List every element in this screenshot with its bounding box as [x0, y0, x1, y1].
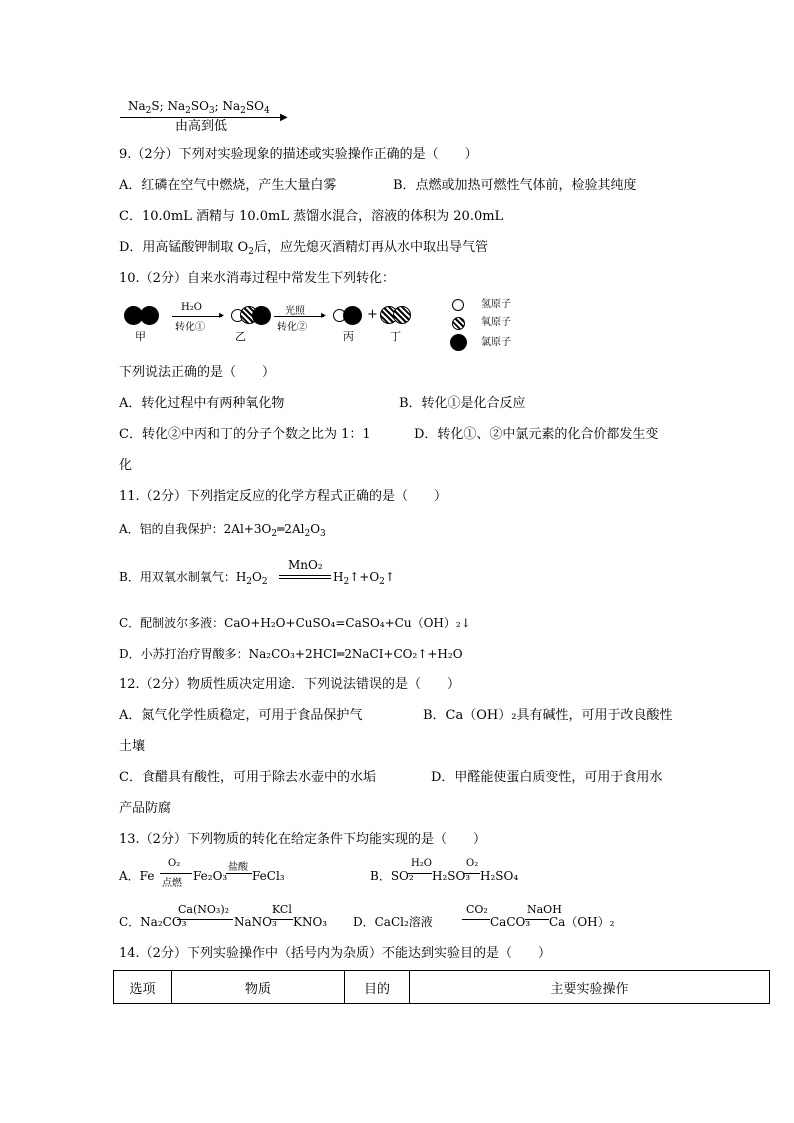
order-caption: 由高到低: [175, 119, 228, 134]
q13-b-p3: H₂SO₄: [480, 869, 519, 883]
q12-option-b: B．Ca（OH）₂具有碱性，可用于改良酸性: [423, 708, 673, 723]
q13-c-arrow2: [271, 919, 293, 920]
arrow2-line: [274, 316, 324, 317]
cl-atom-legend-icon: [450, 334, 467, 351]
header-option: 选项: [114, 971, 172, 1004]
q13-c-t1: Ca(NO₃)₂: [178, 903, 230, 916]
arrow1-line: [172, 316, 222, 317]
o-atom-icon: [393, 306, 411, 324]
q13-a-p2: Fe₂O₃: [193, 869, 228, 883]
header-purpose: 目的: [345, 971, 410, 1004]
q13-b-t2: O₂: [466, 858, 479, 869]
q11-option-a: A．铝的自我保护：$2Al+3O_2═2Al_2O_3$: [119, 522, 326, 539]
q11-option-b-products: $H_2↑+O_2↑$: [333, 570, 395, 587]
q10-option-a: A．转化过程中有两种氧化物: [119, 396, 285, 411]
q12-stem: 12.（2分）物质性质决定用途．下列说法错误的是（ ）: [119, 677, 460, 692]
q9-option-a: A．红磷在空气中燃烧，产生大量白雾: [119, 178, 337, 193]
cl-atom-icon: [343, 306, 362, 325]
q13-b-p1: B．SO₂: [370, 869, 414, 883]
q10-option-d: D．转化①、②中氯元素的化合价都发生变: [414, 427, 659, 442]
label-bing: 丙: [343, 330, 354, 343]
arrow1-head-icon: ▸: [219, 310, 225, 321]
q12-option-d: D．甲醛能使蛋白质变性，可用于食用水: [431, 770, 663, 785]
label-yi: 乙: [235, 330, 246, 343]
q13-d-arrow2: [525, 919, 549, 920]
q13-c-p1: C．Na₂CO₃: [119, 915, 187, 929]
cl-atom-icon: [252, 306, 271, 325]
q13-b-p2: H₂SO₃: [432, 869, 471, 883]
legend-h: 氢原子: [481, 299, 511, 310]
q11-option-b: B．用双氧水制氧气：$H_2O_2$: [119, 570, 268, 587]
q12-option-c: C．食醋具有酸性，可用于除去水壶中的水垢: [119, 770, 376, 785]
q13-d-t2: NaOH: [527, 903, 562, 916]
header-operation: 主要实验操作: [410, 971, 770, 1004]
q13-d-p2: CaCO₃: [490, 915, 531, 929]
arrow1-bottom: 转化①: [175, 322, 205, 333]
q11-option-d: D．小苏打治疗胃酸多：Na₂CO₃+2HCI═2NaCI+CO₂↑+H₂O: [119, 647, 463, 661]
q13-c-p2: NaNO₃: [234, 915, 277, 929]
q13-c-t2: KCl: [272, 903, 292, 916]
q10-prompt: 下列说法正确的是（ ）: [119, 365, 276, 380]
q13-d-t1: CO₂: [466, 903, 488, 916]
q9-stem: 9.（2分）下列对实验现象的描述或实验操作正确的是（ ）: [119, 147, 478, 162]
mno2-catalyst: MnO₂: [288, 558, 323, 572]
q13-a-t1: O₂: [168, 858, 181, 869]
eq-line-2: [279, 578, 331, 579]
q10-option-b: B．转化①是化合反应: [399, 396, 526, 411]
q13-b-t1: H₂O: [411, 858, 432, 869]
q9-option-c: C．10.0mL 酒精与 10.0mL 蒸馏水混合，溶液的体积为 20.0mL: [119, 209, 504, 224]
label-jia: 甲: [135, 330, 146, 343]
q13-a-arrow2: [226, 873, 252, 874]
q14-stem: 14.（2分）下列实验操作中（括号内为杂质）不能达到实验目的是（ ）: [119, 946, 551, 961]
q14-table: [113, 970, 770, 1004]
plus-sign: +: [367, 307, 378, 322]
o-atom-legend-icon: [452, 317, 465, 330]
formula-order: $Na_2S$; $Na_2SO_3$; $Na_2SO_4$: [128, 99, 270, 116]
legend-cl: 氯原子: [481, 337, 511, 348]
table-header-row: [114, 971, 770, 1004]
q13-d-p3: Ca（OH）₂: [549, 915, 615, 929]
label-ding: 丁: [390, 330, 401, 343]
q12-option-b-cont: 土壤: [119, 739, 146, 754]
q13-c-arrow1: [177, 919, 233, 920]
q10-option-c: C．转化②中丙和丁的分子个数之比为 1：1: [119, 427, 371, 442]
q13-a-t2: 盐酸: [228, 862, 248, 873]
arrow2-bottom: 转化②: [277, 322, 307, 333]
header-substance: 物质: [172, 971, 345, 1004]
q12-option-d-cont: 产品防腐: [119, 801, 172, 816]
q13-a-b1: 点燃: [162, 878, 182, 889]
q13-d-p1: D．CaCl₂溶液: [353, 915, 433, 929]
q13-a-p3: FeCl₃: [252, 869, 285, 883]
q11-stem: 11.（2分）下列指定反应的化学方程式正确的是（ ）: [119, 489, 447, 504]
arrow-head-icon: ▶: [280, 112, 288, 123]
q12-option-a: A．氮气化学性质稳定，可用于食品保护气: [119, 708, 363, 723]
q9-option-d: D．用高锰酸钾制取 $O_2$后，应先熄灭酒精灯再从水中取出导气管: [119, 240, 488, 257]
q13-b-arrow1: [408, 873, 432, 874]
q13-b-arrow2: [464, 873, 480, 874]
h-atom-legend-icon: [452, 299, 464, 311]
eq-line-1: [279, 575, 331, 576]
arrow2-top: 光照: [285, 306, 305, 317]
cl-atom-icon: [140, 306, 159, 325]
q11-option-c: C．配制波尔多液：CaO+H₂O+CuSO₄=CaSO₄+Cu（OH）₂↓: [119, 616, 471, 630]
q10-option-d-cont: 化: [119, 458, 133, 473]
q13-d-arrow1: [462, 919, 490, 920]
q13-a-p1: A．Fe: [119, 869, 155, 883]
legend-o: 氧原子: [481, 317, 511, 328]
q9-option-b: B．点燃或加热可燃性气体前，检验其纯度: [393, 178, 637, 193]
q13-stem: 13.（2分）下列物质的转化在给定条件下均能实现的是（ ）: [119, 832, 486, 847]
q13-c-p3: KNO₃: [293, 915, 328, 929]
q10-stem: 10.（2分）自来水消毒过程中常发生下列转化：: [119, 271, 395, 286]
arrow2-head-icon: ▸: [321, 310, 327, 321]
arrow1-top: H₂O: [181, 302, 202, 313]
